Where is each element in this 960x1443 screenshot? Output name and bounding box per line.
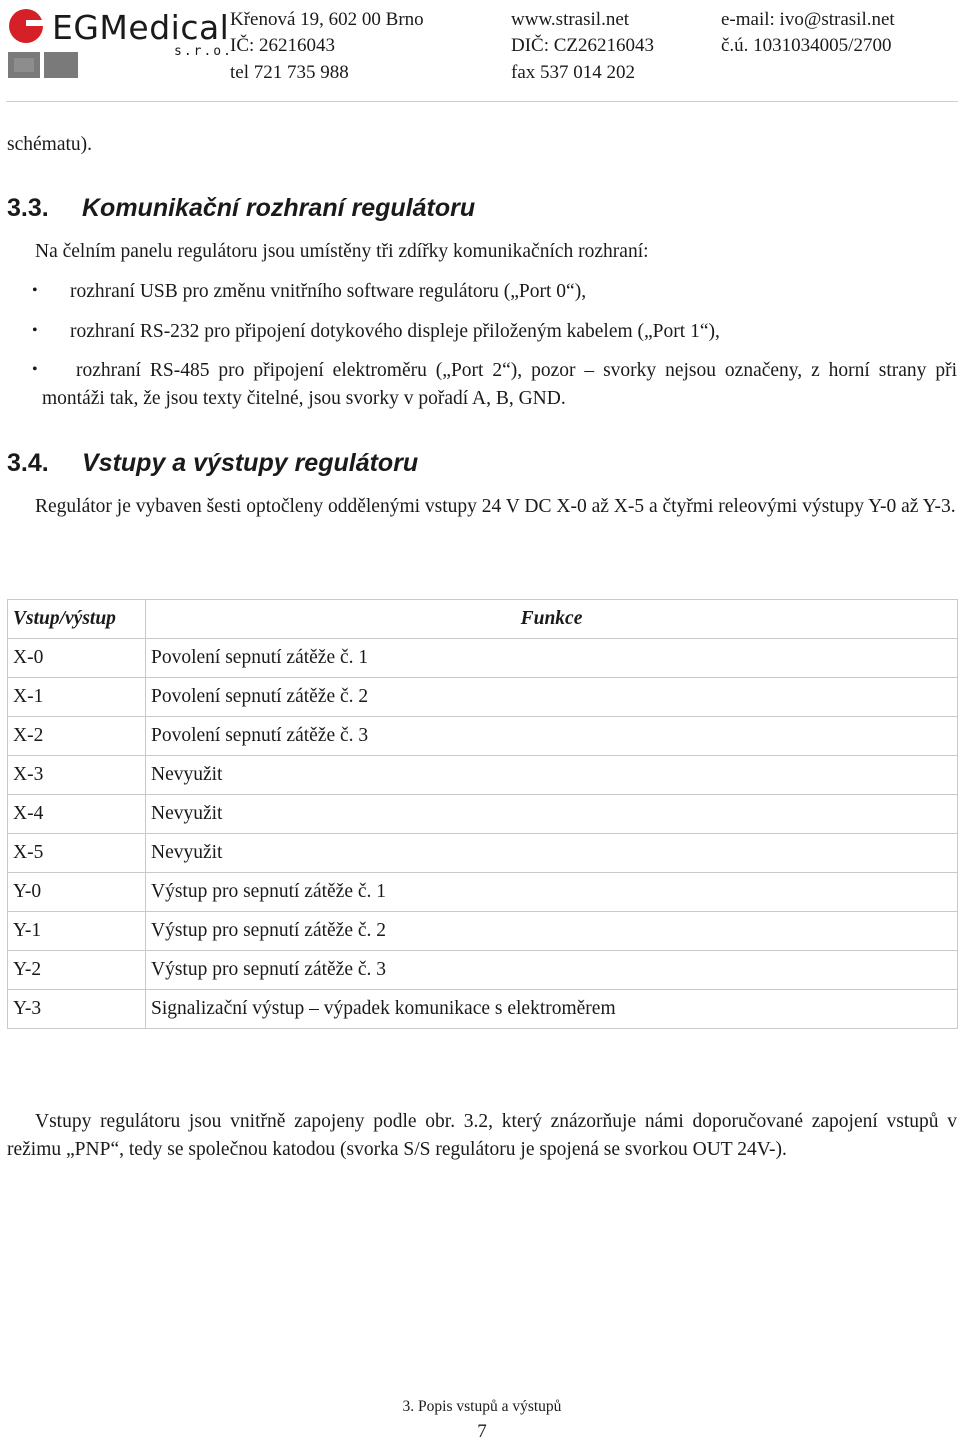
table-row: [8, 678, 958, 717]
table-row: [8, 795, 958, 834]
function-cell: Nevyužit: [146, 795, 958, 834]
io-id-cell: X-3: [8, 756, 146, 795]
section-3-4-intro: Regulátor je vybaven šesti optočleny oddělenými vstupy 24 V DC X-0 až X-5 a čtyřmi releovými výstupy Y-0 až Y-3.: [35, 496, 956, 517]
table-row: [8, 756, 958, 795]
header-fax: fax 537 014 202: [511, 62, 636, 83]
io-id-cell: Y-3: [8, 990, 146, 1029]
section-3-4-heading: [7, 449, 418, 478]
table-row: [8, 912, 958, 951]
io-id-cell: X-0: [8, 639, 146, 678]
table-row: [8, 873, 958, 912]
io-id-cell: Y-1: [8, 912, 146, 951]
header-phone: tel 721 735 988: [230, 62, 349, 83]
header-ic: IČ: 26216043: [230, 35, 336, 56]
function-cell: Výstup pro sepnutí zátěže č. 1: [146, 873, 958, 912]
table-row: [8, 951, 958, 990]
header-dic: DIČ: CZ26216043: [511, 35, 655, 56]
table-header-row: [8, 600, 958, 639]
io-id-cell: X-5: [8, 834, 146, 873]
header-address: Křenová 19, 602 00 Brno: [230, 9, 424, 30]
logo-suffix: s.r.o.: [174, 44, 233, 59]
header-divider: [6, 101, 958, 102]
section-3-3-heading: [7, 194, 475, 223]
header-website[interactable]: www.strasil.net: [511, 9, 630, 30]
column-header: Funkce: [146, 600, 958, 639]
function-cell: Výstup pro sepnutí zátěže č. 2: [146, 912, 958, 951]
table-row: [8, 639, 958, 678]
company-logo: [6, 6, 233, 82]
header-email[interactable]: e-mail: ivo@strasil.net: [721, 9, 895, 30]
footer-section-label: 3. Popis vstupů a výstupů: [402, 1398, 562, 1415]
letterhead: [0, 0, 960, 104]
header-bank-account: č.ú. 1031034005/2700: [721, 35, 892, 56]
list-item: rozhraní RS-232 pro připojení dotykového displeje přiloženým kabelem („Port 1“),: [70, 321, 720, 342]
io-id-cell: Y-0: [8, 873, 146, 912]
list-item: rozhraní RS-485 pro připojení elektroměru („Port 2“), pozor – svorky nejsou označeny, z horní strany při montáži tak, že jsou texty čitelné, jsou svorky v pořadí A, B, GND.: [42, 360, 957, 409]
function-cell: Signalizační výstup – výpadek komunikace s elektroměrem: [146, 990, 958, 1029]
table-row: [8, 990, 958, 1029]
bullet-icon: •: [32, 361, 38, 378]
carry-over-text: schématu).: [7, 134, 93, 155]
function-cell: Výstup pro sepnutí zátěže č. 3: [146, 951, 958, 990]
section-title: Vstupy a výstupy regulátoru: [82, 449, 419, 477]
closing-paragraph: Vstupy regulátoru jsou vnitřně zapojeny podle obr. 3.2, který znázorňuje námi doporučované zapojení vstupů v režimu „PNP“, tedy se společnou katodou (svorka S/S regulátoru je spojená se svorkou OUT 24V-).: [7, 1111, 957, 1160]
bullet-icon: •: [32, 322, 38, 339]
function-cell: Nevyužit: [146, 756, 958, 795]
io-id-cell: X-4: [8, 795, 146, 834]
list-item: rozhraní USB pro změnu vnitřního software regulátoru („Port 0“),: [70, 281, 587, 302]
function-cell: Povolení sepnutí zátěže č. 2: [146, 678, 958, 717]
bullet-icon: •: [32, 282, 38, 299]
logo-name: EGMedical: [52, 8, 230, 47]
io-id-cell: X-2: [8, 717, 146, 756]
section-number: 3.3.: [7, 194, 49, 222]
page-number: 7: [477, 1421, 487, 1442]
function-cell: Povolení sepnutí zátěže č. 1: [146, 639, 958, 678]
function-cell: Nevyužit: [146, 834, 958, 873]
io-id-cell: X-1: [8, 678, 146, 717]
section-3-3-intro: Na čelním panelu regulátoru jsou umístěny tři zdířky komunikačních rozhraní:: [35, 241, 649, 262]
table-row: [8, 834, 958, 873]
io-id-cell: Y-2: [8, 951, 146, 990]
section-title: Komunikační rozhraní regulátoru: [82, 194, 476, 222]
function-cell: Povolení sepnutí zátěže č. 3: [146, 717, 958, 756]
io-table: [7, 599, 958, 1029]
section-number: 3.4.: [7, 449, 49, 477]
column-header: Vstup/výstup: [8, 600, 146, 639]
table-row: [8, 717, 958, 756]
